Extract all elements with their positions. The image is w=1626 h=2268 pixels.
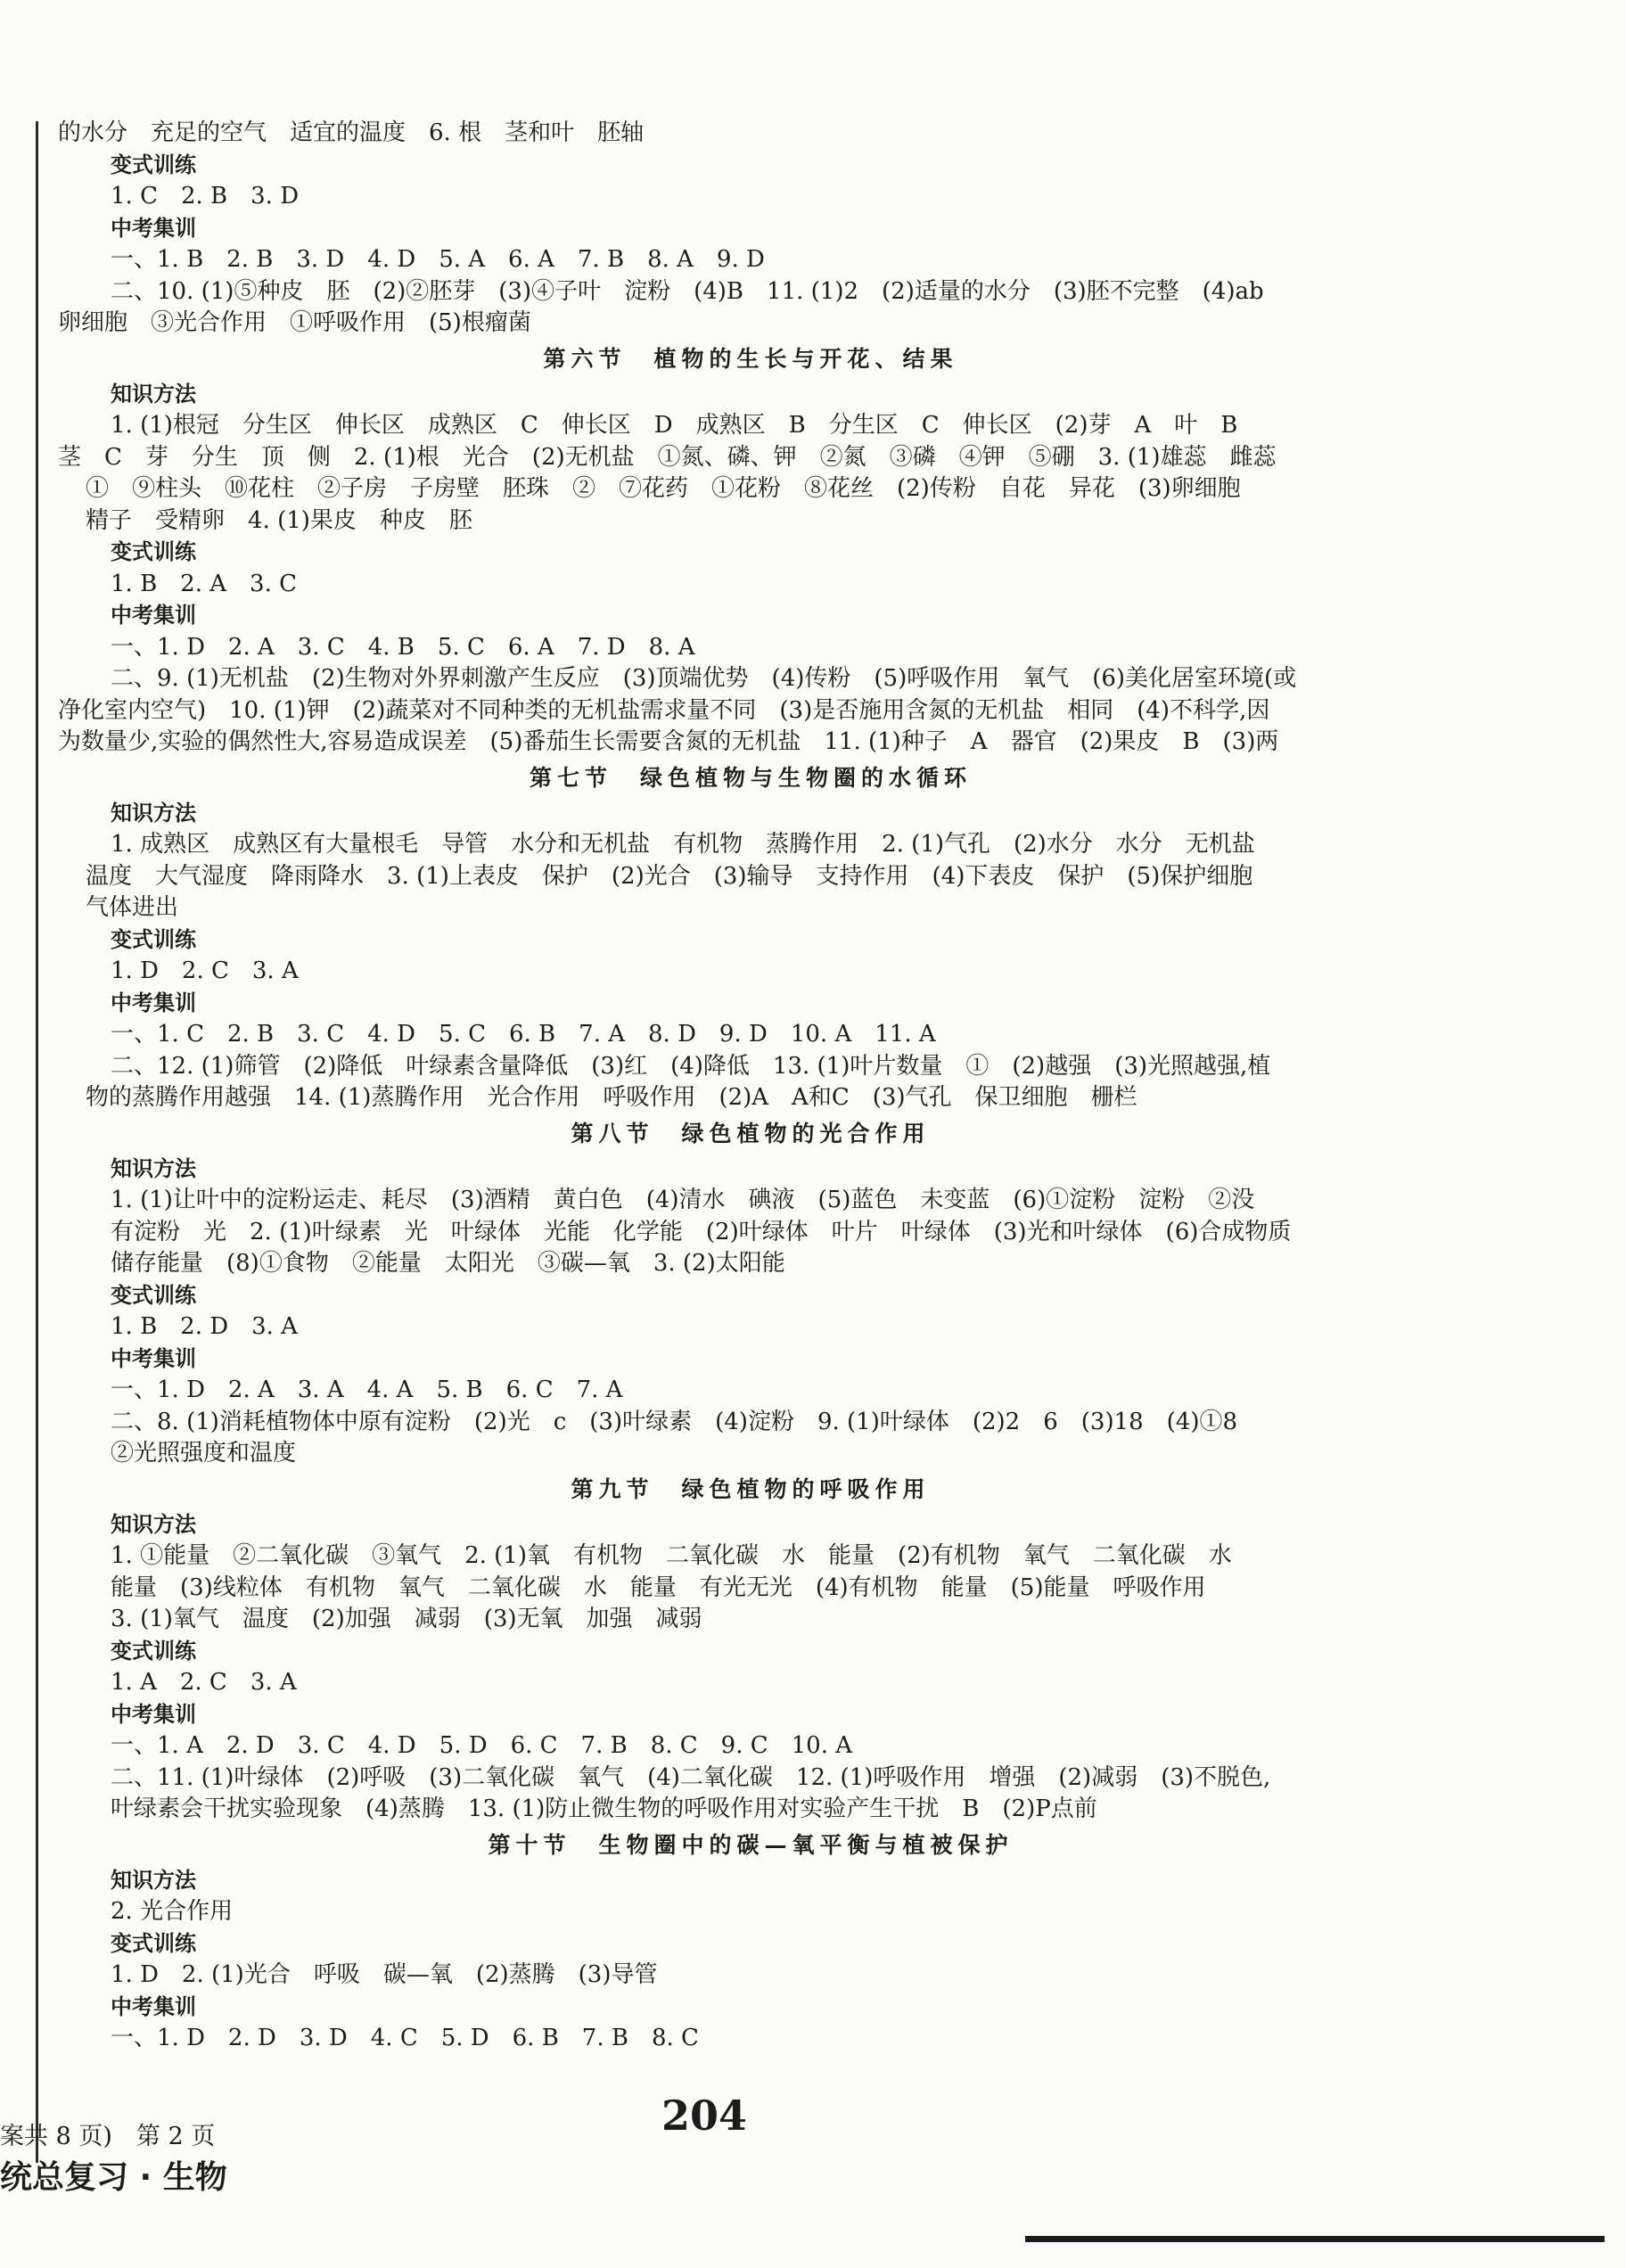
subsection-label: 知识方法 xyxy=(111,800,196,826)
answer-line: 1. D 2. (1)光合 呼吸 碳—氧 (2)蒸腾 (3)导管 xyxy=(111,1961,658,1988)
answer-line: 1. ①能量 ②二氧化碳 ③氧气 2. (1)氧 有机物 二氧化碳 水 能量 (2)有机物 氧气 二氧化碳 水 xyxy=(111,1542,1232,1569)
answer-line: 2. 光合作用 xyxy=(111,1898,234,1925)
subsection-label: 中考集训 xyxy=(111,603,196,628)
subsection-label: 知识方法 xyxy=(111,1867,196,1893)
answer-line: 二、12. (1)筛管 (2)降低 叶绿素含量降低 (3)红 (4)降低 13. (1)叶片数量 ① (2)越强 (3)光照越强,植 xyxy=(111,1052,1271,1080)
section-heading: 第六节 植物的生长与开花、结果 xyxy=(543,345,958,372)
subsection-label: 中考集训 xyxy=(111,1701,196,1727)
answer-line: 1. (1)根冠 分生区 伸长区 成熟区 C 伸长区 D 成熟区 B 分生区 C 伸长区 (2)芽 A 叶 B xyxy=(111,412,1238,439)
subsection-label: 中考集训 xyxy=(111,1993,196,2019)
answer-line: 二、11. (1)叶绿体 (2)呼吸 (3)二氧化碳 氧气 (4)二氧化碳 12. (1)呼吸作用 增强 (2)减弱 (3)不脱色, xyxy=(111,1763,1271,1791)
answer-key-content xyxy=(55,118,1392,2055)
answer-line: 一、1. A 2. D 3. C 4. D 5. D 6. C 7. B 8. C 9. C 10. A xyxy=(111,1732,853,1759)
answer-line: 叶绿素会干扰实验现象 (4)蒸腾 13. (1)防止微生物的呼吸作用对实验产生干扰 B (2)P点前 xyxy=(111,1796,1097,1822)
footer-page-info: 案共 8 页) 第 2 页 xyxy=(0,2123,216,2150)
subsection-label: 变式训练 xyxy=(111,1282,196,1308)
answer-line: 能量 (3)线粒体 有机物 氧气 二氧化碳 水 能量 有光无光 (4)有机物 能量 (5)能量 呼吸作用 xyxy=(111,1574,1206,1601)
answer-line: ① ⑨柱头 ⑩花柱 ②子房 子房壁 胚珠 ② ⑦花药 ①花粉 ⑧花丝 (2)传粉 自花 异花 (3)卵细胞 xyxy=(86,475,1241,502)
section-heading: 第七节 绿色植物与生物圈的水循环 xyxy=(529,764,972,791)
subsection-label: 知识方法 xyxy=(111,1511,196,1537)
answer-line: 3. (1)氧气 温度 (2)加强 减弱 (3)无氧 加强 减弱 xyxy=(111,1606,702,1632)
section-heading: 第八节 绿色植物的光合作用 xyxy=(571,1120,931,1146)
subsection-label: 变式训练 xyxy=(111,926,196,952)
answer-line: 1. A 2. C 3. A xyxy=(111,1669,297,1696)
answer-line: 的水分 充足的空气 适宜的温度 6. 根 茎和叶 胚轴 xyxy=(58,119,645,146)
section-heading: 第九节 绿色植物的呼吸作用 xyxy=(571,1475,931,1502)
answer-line: 1. (1)让叶中的淀粉运走、耗尽 (3)酒精 黄白色 (4)清水 碘液 (5)蓝色 未变蓝 (6)①淀粉 淀粉 ②没 xyxy=(111,1187,1255,1213)
answer-line: 温度 大气湿度 降雨降水 3. (1)上表皮 保护 (2)光合 (3)输导 支持作用 (4)下表皮 保护 (5)保护细胞 xyxy=(86,862,1253,890)
subsection-label: 变式训练 xyxy=(111,1930,196,1956)
answer-line: 为数量少,实验的偶然性大,容易造成误差 (5)番茄生长需要含氮的无机盐 11. (1)种子 A 器官 (2)果皮 B (3)两 xyxy=(58,728,1279,755)
answer-line: 1. 成熟区 成熟区有大量根毛 导管 水分和无机盐 有机物 蒸腾作用 2. (1)气孔 (2)水分 水分 无机盐 xyxy=(111,831,1255,858)
answer-line: ②光照强度和温度 xyxy=(111,1440,297,1467)
subsection-label: 中考集训 xyxy=(111,990,196,1015)
answer-line: 1. B 2. D 3. A xyxy=(111,1313,298,1340)
subsection-label: 知识方法 xyxy=(111,1155,196,1181)
answer-line: 茎 C 芽 分生 顶 侧 2. (1)根 光合 (2)无机盐 ①氮、磷、钾 ②氮 ③磷 ④钾 ⑤硼 3. (1)雄蕊 雌蕊 xyxy=(58,443,1277,471)
page-number: 204 xyxy=(661,2091,748,2140)
answer-line: 有淀粉 光 2. (1)叶绿素 光 叶绿体 光能 化学能 (2)叶绿体 叶片 叶绿体 (3)光和叶绿体 (6)合成物质 xyxy=(111,1218,1292,1245)
answer-line: 一、1. B 2. B 3. D 4. D 5. A 6. A 7. B 8. A 9. D xyxy=(111,246,765,273)
subsection-label: 变式训练 xyxy=(111,152,196,177)
answer-line: 气体进出 xyxy=(86,894,179,921)
subsection-label: 中考集训 xyxy=(111,1345,196,1371)
footer-book-title: 统总复习 · 生物 xyxy=(0,2159,227,2196)
subsection-label: 变式训练 xyxy=(111,1638,196,1664)
answer-line: 一、1. D 2. A 3. A 4. A 5. B 6. C 7. A xyxy=(111,1376,623,1403)
answer-line: 净化室内空气) 10. (1)钾 (2)蔬菜对不同种类的无机盐需求量不同 (3)是否施用含氮的无机盐 相同 (4)不科学,因 xyxy=(58,696,1270,724)
left-margin-rule xyxy=(36,121,38,2163)
answer-line: 卵细胞 ③光合作用 ①呼吸作用 (5)根瘤菌 xyxy=(58,309,531,336)
answer-line: 1. B 2. A 3. C xyxy=(111,570,297,597)
answer-line: 一、1. D 2. A 3. C 4. B 5. C 6. A 7. D 8. A xyxy=(111,633,695,661)
subsection-label: 知识方法 xyxy=(111,381,196,407)
answer-line: 1. D 2. C 3. A xyxy=(111,957,299,984)
answer-line: 1. C 2. B 3. D xyxy=(111,183,300,210)
subsection-label: 变式训练 xyxy=(111,539,196,564)
answer-line: 精子 受精卵 4. (1)果皮 种皮 胚 xyxy=(86,506,472,534)
answer-line: 物的蒸腾作用越强 14. (1)蒸腾作用 光合作用 呼吸作用 (2)A A和C (3)气孔 保卫细胞 栅栏 xyxy=(86,1084,1137,1111)
answer-line: 二、10. (1)⑤种皮 胚 (2)②胚芽 (3)④子叶 淀粉 (4)B 11. (1)2 (2)适量的水分 (3)胚不完整 (4)ab xyxy=(111,277,1264,305)
section-heading: 第十节 生物圈中的碳—氧平衡与植被保护 xyxy=(488,1831,1014,1858)
answer-line: 一、1. D 2. D 3. D 4. C 5. D 6. B 7. B 8. C xyxy=(111,2025,699,2051)
answer-line: 一、1. C 2. B 3. C 4. D 5. C 6. B 7. A 8. D 9. D 10. A 11. A xyxy=(111,1021,936,1048)
answer-line: 二、9. (1)无机盐 (2)生物对外界刺激产生反应 (3)顶端优势 (4)传粉 (5)呼吸作用 氧气 (6)美化居室环境(或 xyxy=(111,665,1297,692)
bottom-rule xyxy=(1025,2236,1605,2242)
answer-line: 储存能量 (8)①食物 ②能量 太阳光 ③碳—氧 3. (2)太阳能 xyxy=(111,1250,785,1277)
subsection-label: 中考集训 xyxy=(111,215,196,241)
answer-line: 二、8. (1)消耗植物体中原有淀粉 (2)光 c (3)叶绿素 (4)淀粉 9. (1)叶绿体 (2)2 6 (3)18 (4)①8 xyxy=(111,1408,1238,1435)
